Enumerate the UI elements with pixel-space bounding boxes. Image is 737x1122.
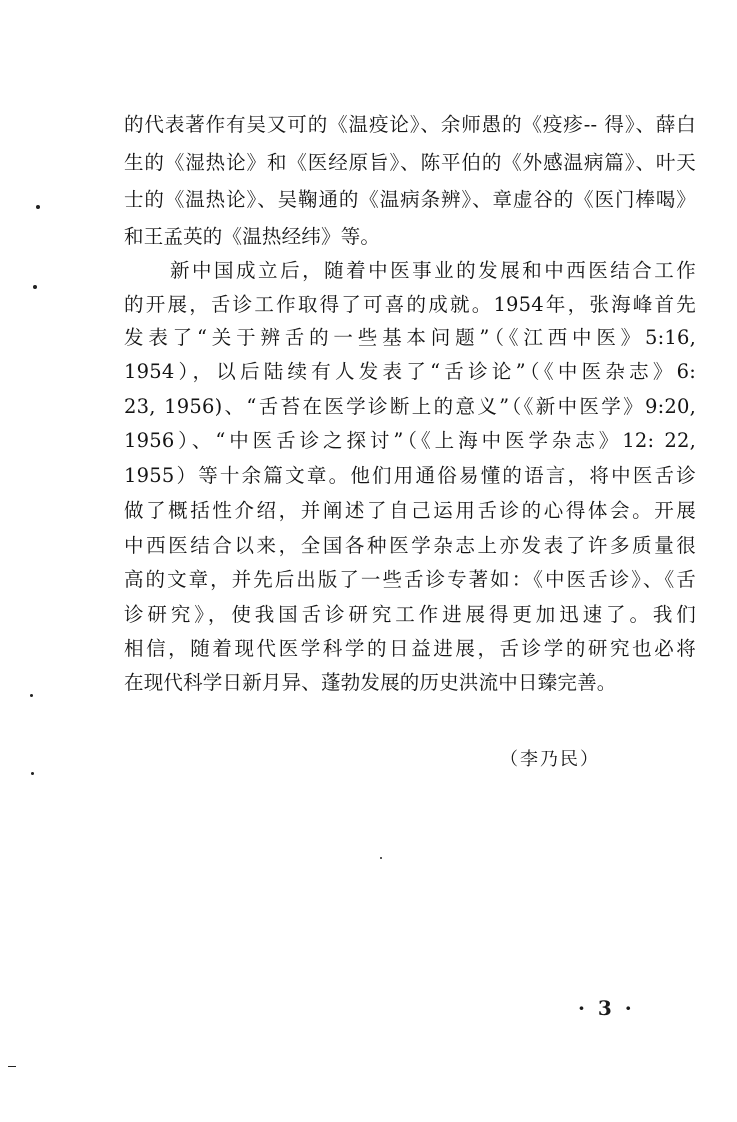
paragraph-2-line: 23, 1956)、“舌苔在医学诊断上的意义”（《新中医学》9:20, <box>124 395 696 418</box>
paragraph-2-line: 相信，随着现代医学科学的日益进展，舌诊学的研究也必将 <box>124 637 696 660</box>
scan-speck <box>380 857 382 859</box>
author-signature: （李乃民） <box>500 749 600 770</box>
scan-speck <box>33 285 37 289</box>
scan-speck <box>31 772 34 775</box>
scan-speck <box>36 205 40 209</box>
paragraph-2-line: 1955）等十余篇文章。他们用通俗易懂的语言，将中医舌诊 <box>124 464 696 487</box>
paragraph-2-line: 发表了“关于辨舌的一些基本问题”（《江西中医》5:16, <box>124 326 696 349</box>
paragraph-2-line: 新中国成立后，随着中医事业的发展和中西医结合工作 <box>170 259 696 282</box>
paragraph-1-line: 生的《湿热论》和《医经原旨》、陈平伯的《外感温病篇》、叶天 <box>124 151 696 174</box>
paragraph-1-line: 士的《温热论》、吴鞠通的《温病条辨》、章虚谷的《医门棒喝》 <box>124 188 696 211</box>
scan-speck <box>30 694 33 697</box>
paragraph-2-line: 诊研究》，使我国舌诊研究工作进展得更加迅速了。我们 <box>124 603 696 626</box>
paragraph-2-line: 1954），以后陆续有人发表了“舌诊论”（《中医杂志》6: <box>124 360 696 383</box>
paragraph-2-line: 中西医结合以来，全国各种医学杂志上亦发表了许多质量很 <box>124 534 696 557</box>
page-number: · 3 · <box>578 996 635 1020</box>
paragraph-2-line: 做了概括性介绍，并阐述了自己运用舌诊的心得体会。开展 <box>124 499 696 522</box>
scan-speck <box>8 1066 16 1067</box>
paragraph-2-line: 的开展，舌诊工作取得了可喜的成就。1954年，张海峰首先 <box>124 293 696 316</box>
paragraph-2-line: 高的文章，并先后出版了一些舌诊专著如：《中医舌诊》、《舌 <box>124 568 696 591</box>
paragraph-2-line: 1956）、“中医舌诊之探讨”（《上海中医学杂志》12: 22, <box>124 429 696 452</box>
paragraph-1-line: 的代表著作有吴又可的《温疫论》、余师愚的《疫疹-- 得》、薛白 <box>124 113 696 136</box>
paragraph-1-line: 和王孟英的《温热经纬》等。 <box>124 225 381 248</box>
paragraph-2-line: 在现代科学日新月异、蓬勃发展的历史洪流中日臻完善。 <box>124 671 617 694</box>
